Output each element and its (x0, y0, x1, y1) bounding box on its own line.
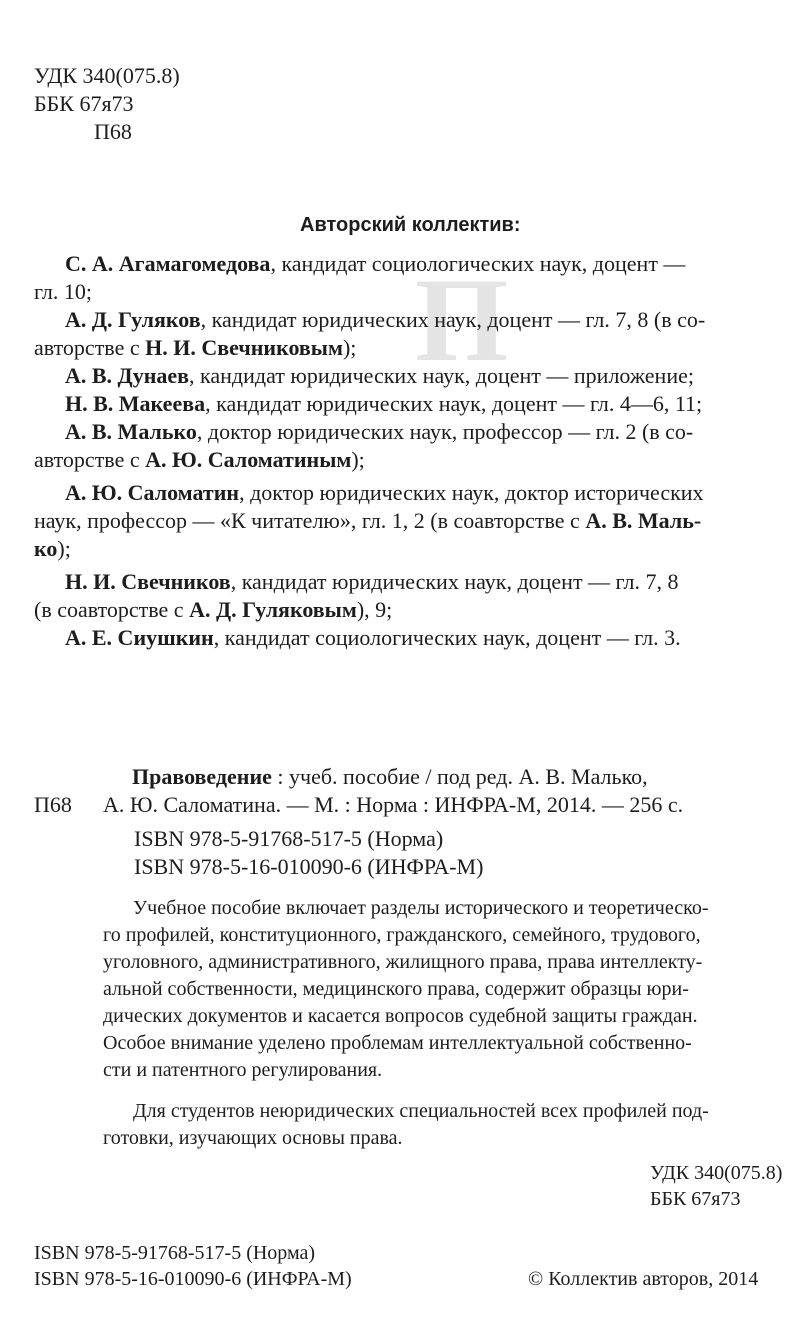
citation-line-2: А. Ю. Саломатина. — М. : Норма : ИНФРА-М, 2014. — 256 с. (103, 792, 684, 817)
annotation-line: альной собственности, медицинского права, содержит образцы юри- (103, 978, 689, 1000)
audience-line: Для студентов неюридических специальностей всех профилей под- (133, 1100, 709, 1122)
author-name: А. Д. Гуляков (65, 307, 201, 332)
author-role-cont: наук, профессор — «К читателю», гл. 1, 2 (в соавторстве с (34, 508, 586, 533)
coauthor-name-cont: ко (34, 536, 58, 561)
author-cipher: П68 (94, 119, 132, 144)
author-role: , кандидат социологических наук, доцент — гл. 3. (213, 625, 681, 650)
coauthor-prefix: (в соавторстве с (34, 597, 190, 622)
author-role: , доктор юридических наук, профессор — гл. 2 (в со- (196, 419, 694, 444)
author-name: А. Е. Сиушкин (65, 625, 214, 650)
footer-isbn-norma: ISBN 978-5-91768-517-5 (Норма) (34, 1242, 316, 1264)
annotation-line: го профилей, конституционного, гражданского, семейного, трудового, (103, 924, 701, 946)
citation-isbn-infra: ISBN 978-5-16-010090-6 (ИНФРА-М) (134, 854, 484, 879)
copyright-notice: © Коллектив авторов, 2014 (528, 1268, 759, 1290)
annotation-line: Учебное пособие включает разделы исторического и теоретическо- (133, 897, 709, 919)
citation-isbn-norma: ISBN 978-5-91768-517-5 (Норма) (134, 826, 444, 851)
author-entry (65, 390, 702, 417)
author-name: А. В. Малько (65, 419, 197, 444)
author-entry (65, 624, 681, 651)
bbk-code: ББК 67я73 (34, 91, 134, 116)
footer-isbn-infra: ISBN 978-5-16-010090-6 (ИНФРА-М) (34, 1268, 352, 1290)
annotation-line: дических документов и касается вопросов судебной защиты граждан. (103, 1005, 698, 1027)
coauthor-name: А. В. Маль- (585, 508, 702, 533)
coauthor-suffix: ), 9; (356, 597, 393, 622)
bbk-code-bottom: ББК 67я73 (650, 1188, 741, 1210)
author-name: А. В. Дунаев (65, 363, 190, 388)
author-role: , кандидат социологических наук, доцент — (270, 251, 686, 276)
author-role-cont: гл. 10; (34, 279, 92, 304)
author-name: А. Ю. Саломатин (65, 480, 240, 505)
udk-code-bottom: УДК 340(075.8) (650, 1162, 783, 1184)
citation-line-1 (132, 763, 648, 790)
author-role: , кандидат юридических наук, доцент — гл. 7, 8 (в со- (200, 307, 706, 332)
author-role: , кандидат юридических наук, доцент — приложение; (189, 363, 694, 388)
author-role: , доктор юридических наук, доктор исторических (239, 480, 704, 505)
annotation-line: сти и патентного регулирования. (103, 1059, 383, 1081)
audience-line: готовки, изучающих основы права. (103, 1127, 403, 1149)
coauthor-name: А. Ю. Саломатиным (145, 447, 352, 472)
author-role: , кандидат юридических наук, доцент — гл. 7, 8 (230, 569, 679, 594)
book-title: Правоведение (132, 764, 272, 789)
author-name: С. А. Агамагомедова (65, 251, 271, 276)
annotation-line: Особое внимание уделено проблемам интеллектуальной собственно- (103, 1032, 692, 1054)
coauthor-suffix: ); (342, 335, 357, 360)
coauthor-suffix: ); (57, 536, 71, 561)
author-name: Н. И. Свечников (65, 569, 231, 594)
citation-details: : учеб. пособие / под ред. А. В. Малько, (271, 764, 648, 789)
annotation-line: уголовного, административного, жилищного права, права интеллекту- (103, 951, 703, 973)
authors-heading: Авторский коллектив: (300, 214, 521, 236)
coauthor-name: Н. И. Свечниковым (145, 335, 343, 360)
citation-cipher: П68 (34, 792, 72, 817)
author-entry (65, 362, 694, 389)
coauthor-prefix: авторстве с (34, 335, 146, 360)
coauthor-name: А. Д. Гуляковым (189, 597, 357, 622)
coauthor-prefix: авторстве с (34, 447, 146, 472)
udk-code: УДК 340(075.8) (34, 63, 180, 88)
author-role: , кандидат юридических наук, доцент — гл. 4—6, 11; (205, 391, 703, 416)
author-name: Н. В. Макеева (65, 391, 206, 416)
show-through-watermark: П (415, 253, 509, 386)
coauthor-suffix: ); (351, 447, 365, 472)
